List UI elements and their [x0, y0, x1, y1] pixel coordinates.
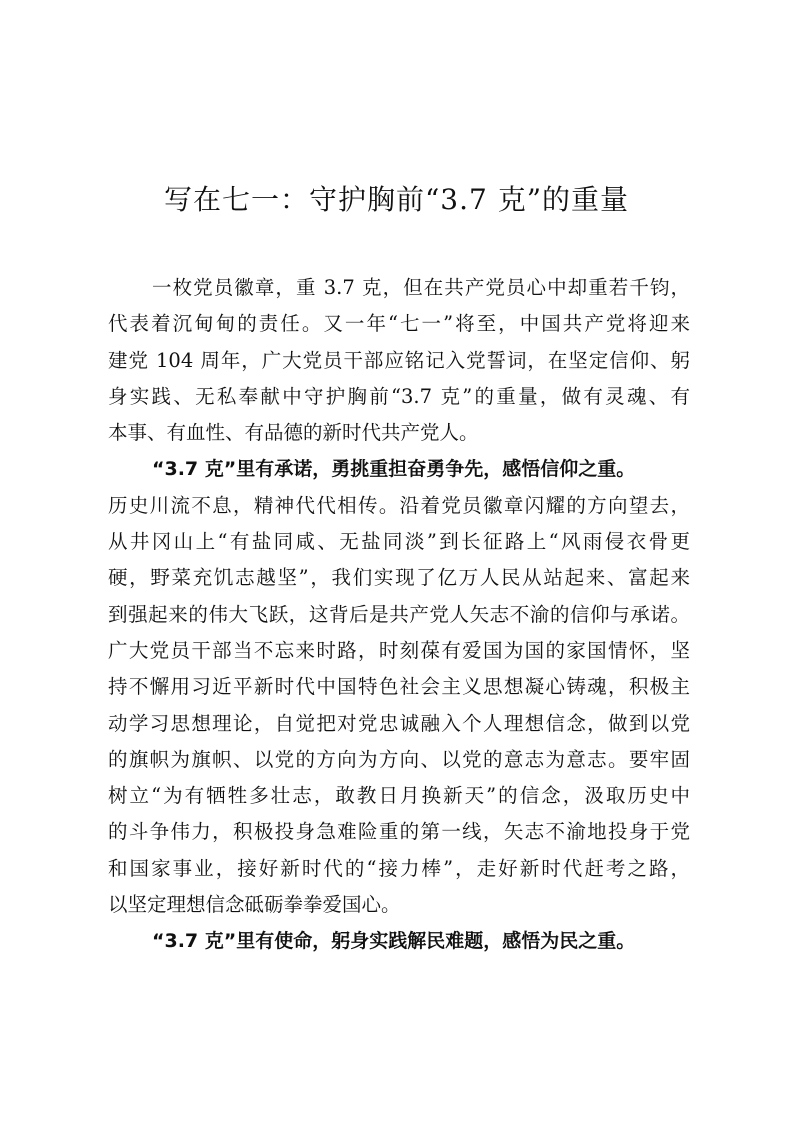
section-heading-1: “3.7 克”里有承诺，勇挑重担奋勇争先，感悟信仰之重。: [152, 458, 636, 481]
paragraph-2-line-2: 从井冈山上“有盐同咸、无盐同淡”到长征路上“风雨侵衣骨更: [108, 530, 690, 554]
paragraph-1-line-1: 一枚党员徽章，重 3.7 克，但在共产党员心中却重若千钧，: [152, 276, 690, 299]
paragraph-1-line-4: 身实践、无私奉献中守护胸前“3.7 克”的重量，做有灵魂、有: [108, 384, 690, 408]
document-body: [108, 270, 690, 960]
section-heading-2: “3.7 克”里有使命，躬身实践解民难题，感悟为民之重。: [152, 930, 636, 953]
paragraph-2-line-6: 持不懈用习近平新时代中国特色社会主义思想凝心铸魂，积极主: [108, 675, 690, 699]
paragraph-2-line-9: 树立“为有牺牲多壮志，敢教日月换新天”的信念，汲取历史中: [108, 784, 690, 808]
paragraph-1-line-5: 本事、有血性、有品德的新时代共产党人。: [108, 421, 479, 445]
paragraph-1-line-3: 建党 104 周年，广大党员干部应铭记入党誓词，在坚定信仰、躬: [108, 348, 690, 372]
paragraph-2-line-3: 硬，野菜充饥志越坚”，我们实现了亿万人民从站起来、富起来: [108, 566, 690, 590]
paragraph-2-line-7: 动学习思想理论，自觉把对党忠诚融入个人理想信念，做到以党: [108, 711, 690, 735]
page-title: 写在七一：守护胸前“3.7 克”的重量: [163, 183, 630, 216]
paragraph-2-line-12: 以坚定理想信念砥砺拳拳爱国心。: [108, 893, 401, 917]
paragraph-2-line-11: 和国家事业，接好新时代的“接力棒”，走好新时代赶考之路，: [108, 856, 690, 880]
paragraph-2-line-10: 的斗争伟力，积极投身急难险重的第一线，矢志不渝地投身于党: [108, 820, 690, 844]
paragraph-2-line-1: 历史川流不息，精神代代相传。沿着党员徽章闪耀的方向望去，: [108, 493, 690, 517]
paragraph-2-line-8: 的旗帜为旗帜、以党的方向为方向、以党的意志为意志。要牢固: [108, 747, 690, 771]
paragraph-2-line-5: 广大党员干部当不忘来时路，时刻葆有爱国为国的家国情怀，坚: [108, 638, 690, 662]
paragraph-1-line-2: 代表着沉甸甸的责任。又一年“七一”将至，中国共产党将迎来: [108, 312, 690, 336]
paragraph-2-line-4: 到强起来的伟大飞跃，这背后是共产党人矢志不渝的信仰与承诺。: [108, 602, 690, 626]
